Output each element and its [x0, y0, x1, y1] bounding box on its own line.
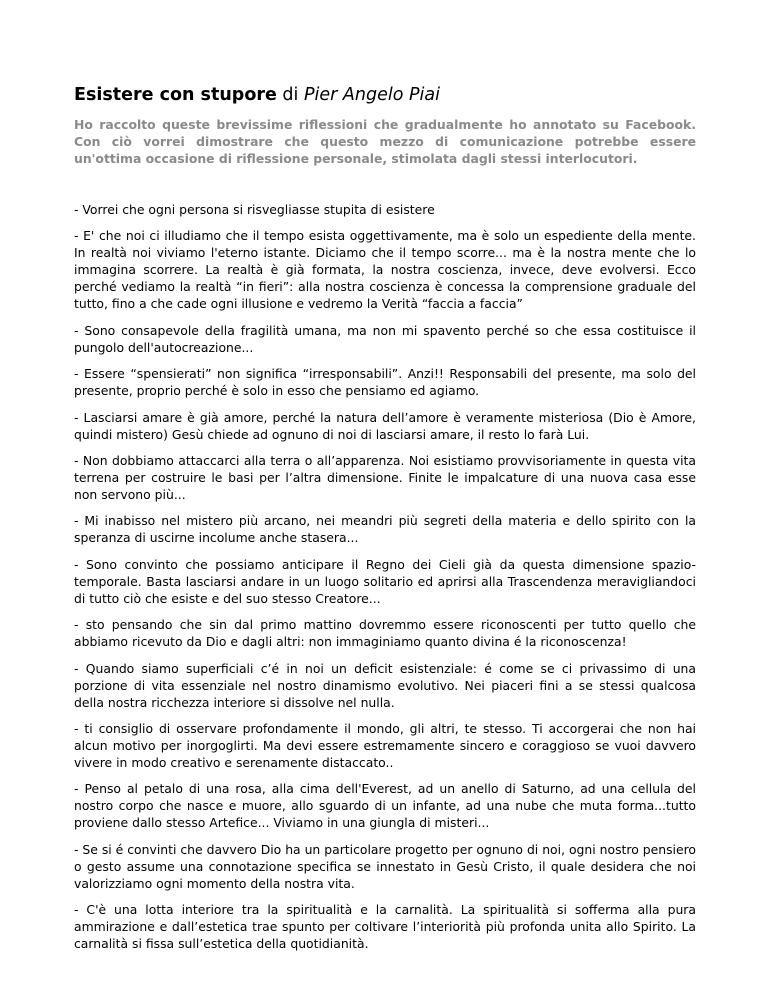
reflection-paragraph: - ti consiglio di osservare profondamente il mondo, gli altri, te stesso. Ti accorgerai che non hai alcun motivo per inorgoglirti. Ma devi essere estremamente sincero e coraggioso se vuoi davvero vivere in modo creativo e serenamente distaccato..	[74, 720, 696, 770]
document-title	[74, 84, 696, 106]
title-main: Esistere con stupore	[74, 85, 277, 105]
reflection-paragraph: - C'è una lotta interiore tra la spiritualità e la carnalità. La spiritualità si sofferma alla pura ammirazione e dall’estetica trae spunto per coltivare l’interiorità più profonda unita allo Spirito. La carnalità si fissa sull’estetica della quotidianità.	[74, 902, 696, 952]
reflection-paragraph: - Sono convinto che possiamo anticipare il Regno dei Cieli già da questa dimensione spazio-temporale. Basta lasciarsi andare in un luogo solitario ed aprirsi alla Trascendenza meravigliandoci di tutto ciò che esiste e del suo stesso Creatore...	[74, 556, 696, 606]
reflection-paragraph: - Mi inabisso nel mistero più arcano, nei meandri più segreti della materia e dello spirito con la speranza di uscirne incolume anche stasera...	[74, 513, 696, 546]
reflection-paragraph: - Non dobbiamo attaccarci alla terra o all’apparenza. Noi esistiamo provvisoriamente in questa vita terrena per costruire le basi per l’altra dimensione. Finite le impalcature di una nuova casa esse non servono più...	[74, 452, 696, 502]
reflection-paragraph: - Se si é convinti che davvero Dio ha un particolare progetto per ognuno di noi, ogni nostro pensiero o gesto assume una connotazione specifica se innestato in Gesù Cristo, il quale desidera che noi valorizziamo ogni momento della nostra vita.	[74, 841, 696, 891]
reflection-paragraph: - Vorrei che ogni persona si risvegliasse stupita di esistere	[74, 202, 435, 217]
reflection-paragraph: - Sono consapevole della fragilità umana, ma non mi spavento perché so che essa costituisce il pungolo dell'autocreazione...	[74, 322, 696, 355]
title-by: di	[276, 85, 304, 105]
reflection-paragraph: - Lasciarsi amare è già amore, perché la natura dell’amore è veramente misteriosa (Dio è Amore, quindi mistero) Gesù chiede ad ognuno di noi di lasciarsi amare, il resto lo farà Lui.	[74, 409, 696, 442]
reflection-paragraph: - E' che noi ci illudiamo che il tempo esista oggettivamente, ma è solo un espediente della mente. In realtà noi viviamo l'eterno istante. Diciamo che il tempo scorre... ma è la nostra mente che lo immagina scorrere. La realtà è già formata, la nostra coscienza, invece, deve evolversi. Ecco perché vediamo la realtà “in fieri”: alla nostra coscienza è concessa la comprensione graduale del tutto, fino a che cade ogni illusione e vedremo la Verità “faccia a faccia”	[74, 228, 696, 312]
reflection-paragraph: - Penso al petalo di una rosa, alla cima dell'Everest, ad un anello di Saturno, ad una cellula del nostro corpo che nasce e muore, allo sguardo di un infante, ad una nube che muta forma...tutto proviene dallo stesso Artefice... Viviamo in una giungla di misteri...	[74, 781, 696, 831]
reflection-paragraph: - sto pensando che sin dal primo mattino dovremmo essere riconoscenti per tutto quello che abbiamo ricevuto da Dio e dagli altri: non immaginiamo quanto divina é la riconoscenza!	[74, 617, 696, 650]
title-author: Pier Angelo Piai	[303, 85, 440, 105]
intro-paragraph: Ho raccolto queste brevissime riflessioni che gradualmente ho annotato su Facebook. Con ciò vorrei dimostrare che questo mezzo di comunicazione potrebbe essere un'ottima occasione di riflessione personale, stimolata dagli stessi interlocutori.	[74, 117, 696, 166]
reflection-paragraph: - Quando siamo superficiali c’é in noi un deficit esistenziale: é come se ci privassimo di una porzione di vita essenziale nel nostro dinamismo evolutivo. Nei piaceri fini a se stessi qualcosa della nostra ricchezza interiore si dissolve nel nulla.	[74, 660, 696, 710]
document-page	[74, 84, 696, 961]
reflection-paragraph: - Essere “spensierati” non significa “irresponsabili”. Anzi!! Responsabili del presente, ma solo del presente, proprio perché è solo in esso che pensiamo ed agiamo.	[74, 366, 696, 399]
